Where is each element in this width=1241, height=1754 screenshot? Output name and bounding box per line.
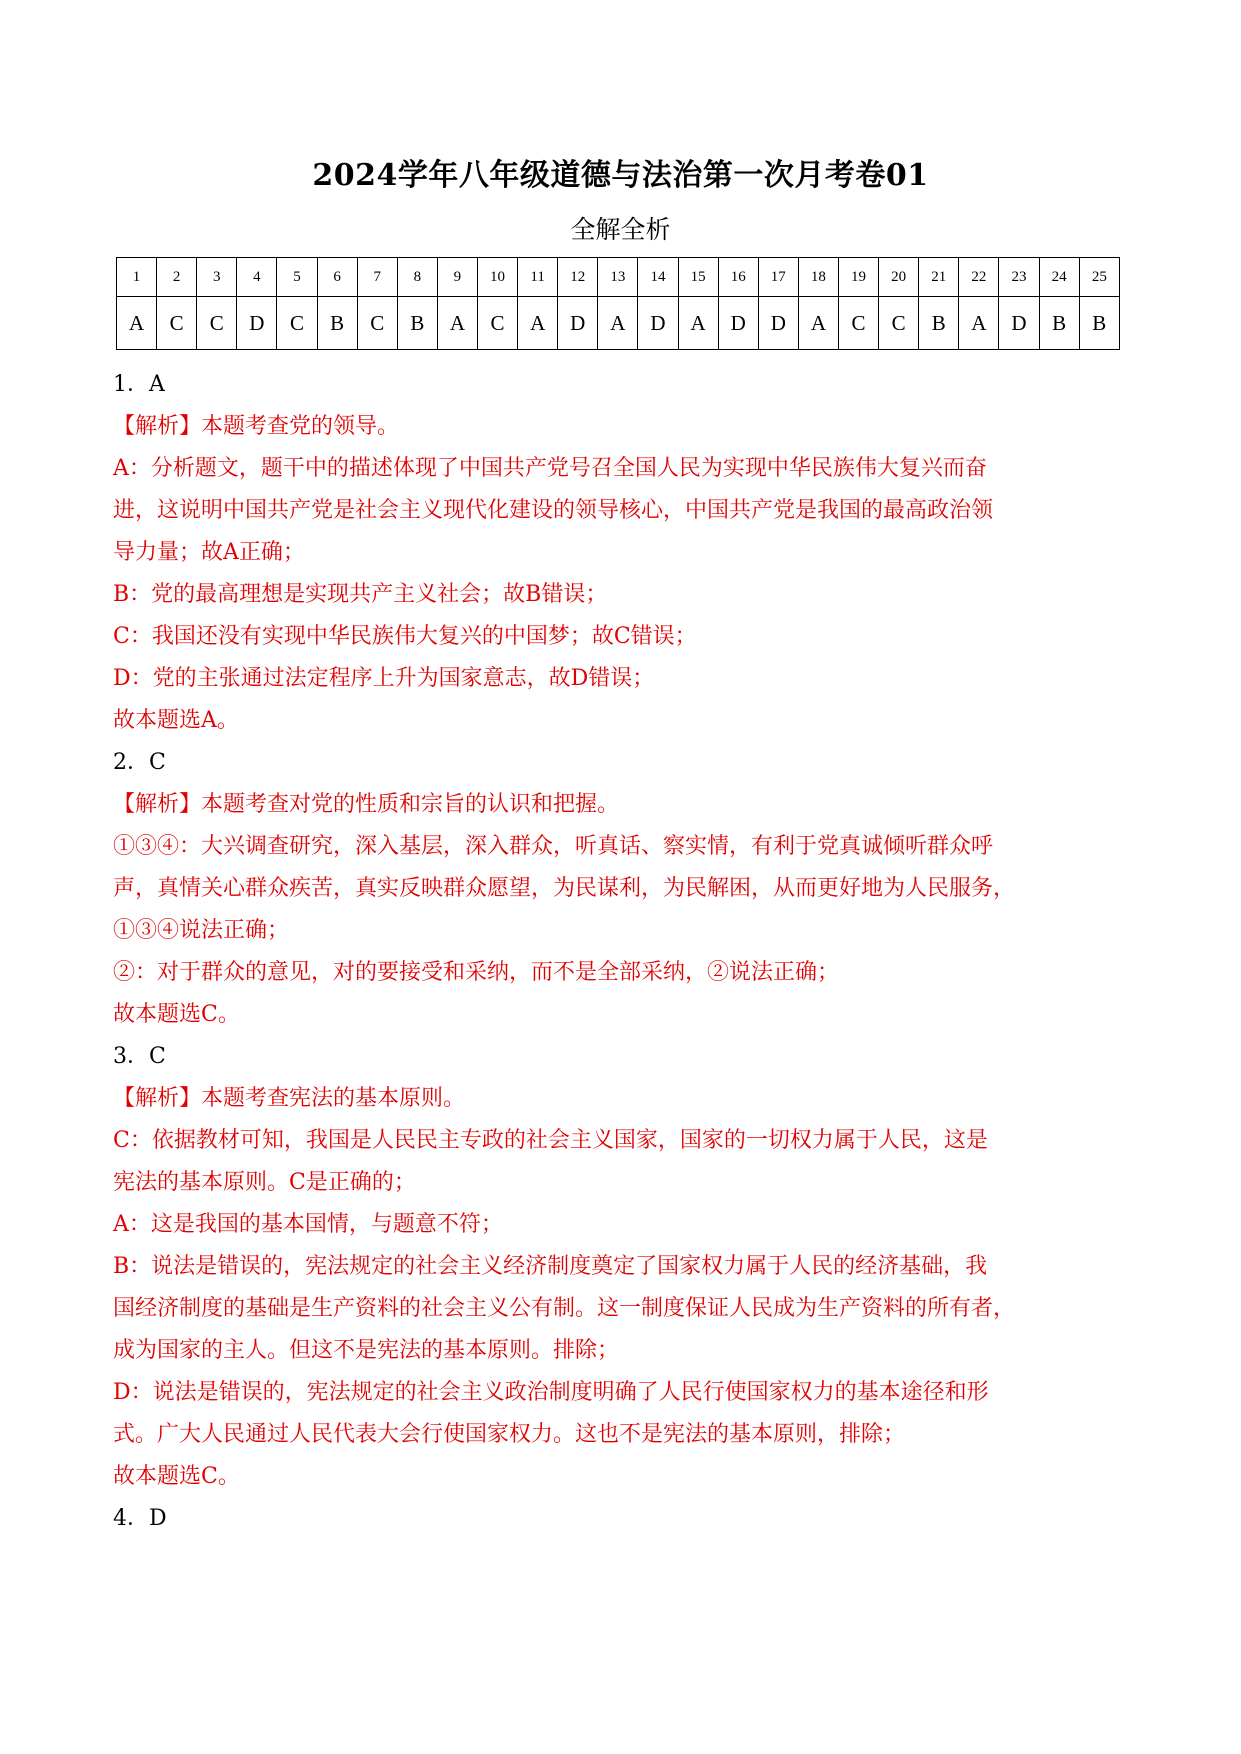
- question-number-cell: 22: [959, 258, 999, 297]
- question-number-cell: 20: [879, 258, 919, 297]
- explanation-line: C：依据教材可知，我国是人民民主专政的社会主义国家，国家的一切权力属于人民，这是: [113, 1128, 988, 1153]
- explanation-line: 成为国家的主人。但这不是宪法的基本原则。排除；: [113, 1338, 620, 1363]
- answer-cell: D: [558, 297, 598, 350]
- answer-cell: B: [317, 297, 357, 350]
- question-number-cell: 9: [437, 258, 477, 297]
- question-number-cell: 21: [919, 258, 959, 297]
- answer-cell: D: [999, 297, 1039, 350]
- explanation-line: D：说法是错误的，宪法规定的社会主义政治制度明确了人民行使国家权力的基本途径和形: [113, 1380, 989, 1405]
- explanation-line: C：我国还没有实现中华民族伟大复兴的中国梦；故C错误；: [113, 624, 697, 649]
- page-subtitle: 全解全析: [570, 215, 671, 244]
- answer-cell: A: [598, 297, 638, 350]
- answer-cell: B: [1079, 297, 1119, 350]
- explanation-line: D：党的主张通过法定程序上升为国家意志，故D错误；: [113, 666, 655, 691]
- explanation-line: A：这是我国的基本国情，与题意不符；: [113, 1212, 503, 1237]
- question-answer-heading: 1．A: [113, 372, 165, 397]
- answer-cell: C: [157, 297, 197, 350]
- answer-cell: D: [718, 297, 758, 350]
- question-number-cell: 5: [277, 258, 317, 297]
- question-number-cell: 10: [477, 258, 517, 297]
- answer-table: [116, 257, 1120, 350]
- question-number-cell: 8: [397, 258, 437, 297]
- answer-cell: B: [1039, 297, 1079, 350]
- answer-cell: A: [959, 297, 999, 350]
- question-number-cell: 13: [598, 258, 638, 297]
- explanation-line: 式。广大人民通过人民代表大会行使国家权力。这也不是宪法的基本原则，排除；: [113, 1422, 906, 1447]
- answer-cell: D: [237, 297, 277, 350]
- answer-cell: C: [477, 297, 517, 350]
- answer-cell: A: [437, 297, 477, 350]
- question-number-cell: 12: [558, 258, 598, 297]
- answer-cell: C: [197, 297, 237, 350]
- answer-cell: A: [678, 297, 718, 350]
- explanation-line: 声，真情关心群众疾苦，真实反映群众愿望，为民谋利，为民解困，从而更好地为人民服务，: [113, 876, 1016, 901]
- question-number-cell: 6: [317, 258, 357, 297]
- question-number-cell: 18: [798, 258, 838, 297]
- answer-cell: D: [758, 297, 798, 350]
- answer-cell: C: [357, 297, 397, 350]
- question-number-cell: 2: [157, 258, 197, 297]
- question-number-cell: 3: [197, 258, 237, 297]
- answer-cell: B: [919, 297, 959, 350]
- answer-cell: C: [277, 297, 317, 350]
- question-answer-heading: 4．D: [113, 1506, 167, 1531]
- answer-cell: C: [838, 297, 878, 350]
- question-number-cell: 24: [1039, 258, 1079, 297]
- answer-row: [117, 297, 1120, 350]
- explanation-line: 故本题选A。: [113, 708, 239, 733]
- answer-cell: B: [397, 297, 437, 350]
- explanation-line: 导力量；故A正确；: [113, 540, 305, 565]
- explanation-line: 【解析】本题考查宪法的基本原则。: [113, 1086, 466, 1111]
- explanation-line: 宪法的基本原则。C是正确的；: [113, 1170, 416, 1195]
- explanation-line: ②：对于群众的意见，对的要接受和采纳，而不是全部采纳，②说法正确；: [113, 960, 840, 985]
- question-number-row: [117, 258, 1120, 297]
- question-number-cell: 11: [518, 258, 558, 297]
- explanation-line: 故本题选C。: [113, 1464, 240, 1489]
- answer-cell: A: [798, 297, 838, 350]
- question-number-cell: 1: [117, 258, 157, 297]
- question-number-cell: 25: [1079, 258, 1119, 297]
- answer-cell: A: [518, 297, 558, 350]
- answer-cell: C: [879, 297, 919, 350]
- explanation-line: 【解析】本题考查党的领导。: [113, 414, 400, 439]
- explanation-line: 【解析】本题考查对党的性质和宗旨的认识和把握。: [113, 792, 620, 817]
- question-number-cell: 14: [638, 258, 678, 297]
- explanation-line: 进，这说明中国共产党是社会主义现代化建设的领导核心，中国共产党是我国的最高政治领: [113, 498, 994, 523]
- explanation-line: A：分析题文，题干中的描述体现了中国共产党号召全国人民为实现中华民族伟大复兴而奋: [113, 456, 987, 481]
- explanations: [113, 364, 1133, 1540]
- question-number-cell: 4: [237, 258, 277, 297]
- question-number-cell: 7: [357, 258, 397, 297]
- question-answer-heading: 2．C: [113, 750, 166, 775]
- question-number-cell: 16: [718, 258, 758, 297]
- question-number-cell: 17: [758, 258, 798, 297]
- explanation-line: 故本题选C。: [113, 1002, 240, 1027]
- explanation-line: B：党的最高理想是实现共产主义社会；故B错误；: [113, 582, 608, 607]
- question-number-cell: 19: [838, 258, 878, 297]
- question-number-cell: 23: [999, 258, 1039, 297]
- explanation-line: B：说法是错误的，宪法规定的社会主义经济制度奠定了国家权力属于人民的经济基础，我: [113, 1254, 988, 1279]
- explanation-line: ①③④说法正确；: [113, 918, 290, 943]
- explanation-line: ①③④：大兴调查研究，深入基层，深入群众，听真话、察实情，有利于党真诚倾听群众呼: [113, 834, 994, 859]
- explanation-line: 国经济制度的基础是生产资料的社会主义公有制。这一制度保证人民成为生产资料的所有者，: [113, 1296, 1016, 1321]
- answer-cell: D: [638, 297, 678, 350]
- answer-cell: A: [117, 297, 157, 350]
- question-number-cell: 15: [678, 258, 718, 297]
- question-answer-heading: 3．C: [113, 1044, 166, 1069]
- page-title: 2024学年八年级道德与法治第一次月考卷01: [312, 158, 929, 193]
